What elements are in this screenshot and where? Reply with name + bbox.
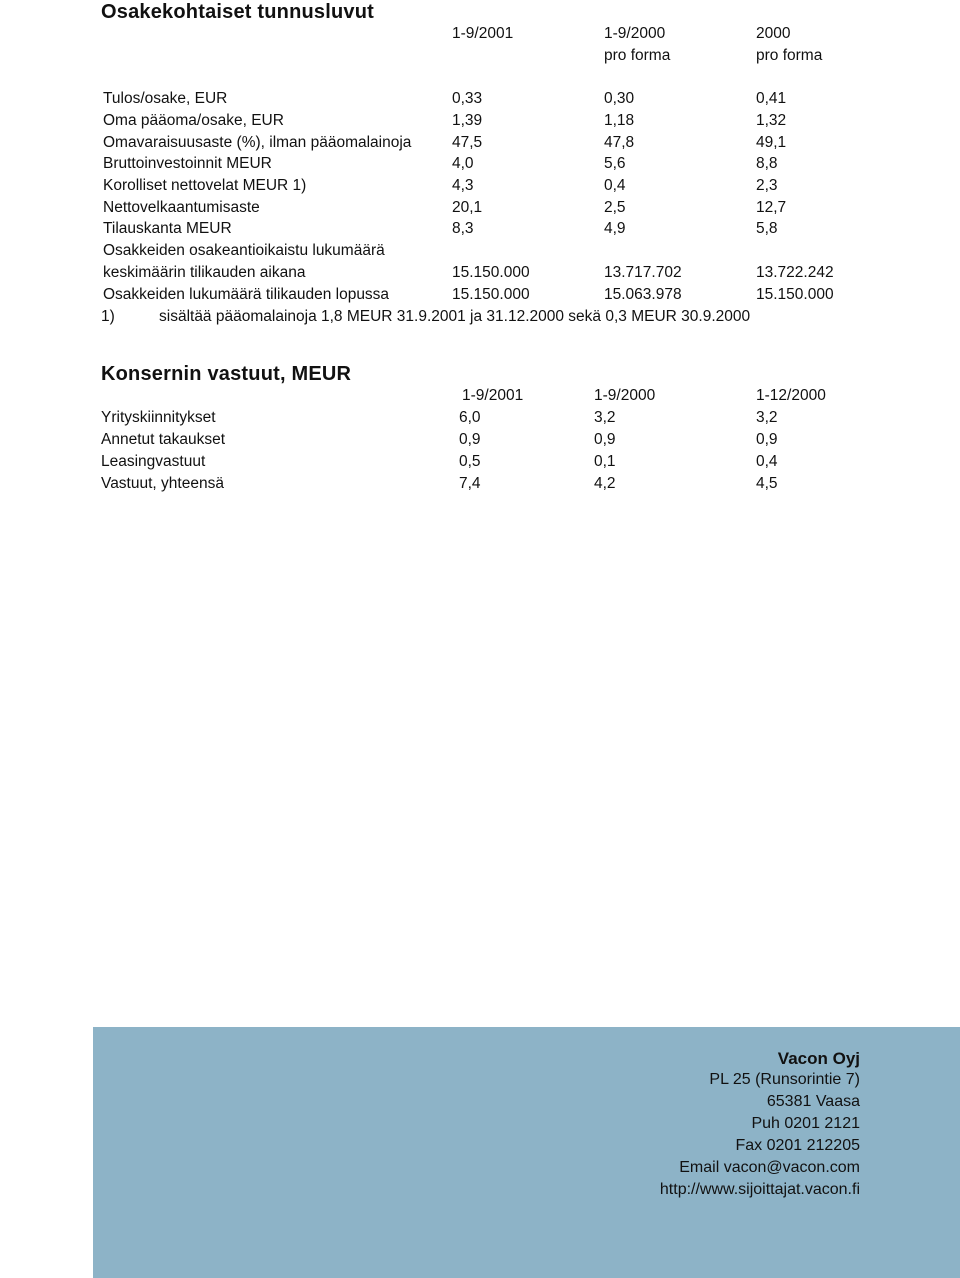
- row-value: 4,2: [594, 475, 616, 492]
- row-label: Omavaraisuusaste (%), ilman pääomalainoja: [103, 134, 412, 151]
- col-header-3: 1-12/2000: [756, 387, 826, 404]
- row-value: 8,8: [756, 155, 778, 172]
- row-value: 4,3: [452, 177, 474, 194]
- row-label: Tilauskanta MEUR: [103, 220, 232, 237]
- company-name: Vacon Oyj: [777, 1049, 860, 1068]
- company-fax: Fax 0201 212205: [735, 1137, 860, 1154]
- company-phone: Puh 0201 2121: [751, 1115, 860, 1132]
- footnote-marker: 1): [101, 308, 115, 325]
- row-value: 12,7: [756, 199, 787, 216]
- footnote-text: sisältää pääomalainoja 1,8 MEUR 31.9.2001 ja 31.12.2000 sekä 0,3 MEUR 30.9.2000: [159, 308, 751, 325]
- row-value: 0,5: [459, 453, 481, 470]
- row-label: Oma pääoma/osake, EUR: [103, 112, 284, 129]
- row-value: 3,2: [594, 409, 616, 426]
- company-postal-line: 65381 Vaasa: [766, 1093, 860, 1110]
- col-subheader-2: pro forma: [604, 47, 671, 64]
- row-value: 4,0: [452, 155, 474, 172]
- section-title-key-figures: Osakekohtaiset tunnusluvut: [101, 1, 375, 23]
- contact-footer-box: [93, 1027, 960, 1278]
- col-header-3: 2000: [756, 25, 791, 42]
- row-value: 5,6: [604, 155, 626, 172]
- row-label: Bruttoinvestoinnit MEUR: [103, 155, 272, 172]
- company-website-link[interactable]: http://www.sijoittajat.vacon.fi: [659, 1181, 860, 1198]
- row-value: 0,9: [459, 431, 481, 448]
- section-title-liabilities: Konsernin vastuut, MEUR: [101, 363, 352, 385]
- row-value: 0,4: [756, 453, 778, 470]
- col-header-1: 1-9/2001: [452, 25, 514, 42]
- row-value: 15.150.000: [452, 286, 530, 303]
- row-value: 15.150.000: [452, 264, 530, 281]
- row-value: 2,3: [756, 177, 778, 194]
- row-value: 8,3: [452, 220, 474, 237]
- row-label: Leasingvastuut: [101, 453, 206, 470]
- row-value: 6,0: [459, 409, 481, 426]
- row-label: Korolliset nettovelat MEUR 1): [103, 177, 307, 194]
- row-value: 13.722.242: [756, 264, 834, 281]
- row-label: Vastuut, yhteensä: [101, 475, 224, 492]
- col-subheader-3: pro forma: [756, 47, 823, 64]
- row-value: 4,5: [756, 475, 778, 492]
- row-value: 47,5: [452, 134, 483, 151]
- row-value: 7,4: [459, 475, 481, 492]
- row-value: 0,9: [756, 431, 778, 448]
- row-value: 0,9: [594, 431, 616, 448]
- row-label: Osakkeiden osakeantioikaistu lukumäärä: [103, 242, 385, 259]
- row-value: 4,9: [604, 220, 626, 237]
- row-value: 5,8: [756, 220, 778, 237]
- row-value: 1,18: [604, 112, 635, 129]
- row-value: 0,33: [452, 90, 483, 107]
- row-value: 1,39: [452, 112, 483, 129]
- row-value: 49,1: [756, 134, 787, 151]
- row-value: 1,32: [756, 112, 787, 129]
- row-value: 47,8: [604, 134, 635, 151]
- company-address-line: PL 25 (Runsorintie 7): [709, 1071, 860, 1088]
- row-value: 15.150.000: [756, 286, 834, 303]
- col-header-2: 1-9/2000: [594, 387, 656, 404]
- row-value: 20,1: [452, 199, 483, 216]
- col-header-2: 1-9/2000: [604, 25, 666, 42]
- row-label: Annetut takaukset: [101, 431, 226, 448]
- company-email-link[interactable]: Email vacon@vacon.com: [679, 1159, 860, 1176]
- row-value: 0,1: [594, 453, 616, 470]
- row-label: keskimäärin tilikauden aikana: [103, 264, 306, 281]
- row-value: 3,2: [756, 409, 778, 426]
- row-label: Tulos/osake, EUR: [103, 90, 228, 107]
- row-value: 15.063.978: [604, 286, 682, 303]
- row-value: 13.717.702: [604, 264, 682, 281]
- row-value: 0,41: [756, 90, 787, 107]
- row-label: Yrityskiinnitykset: [101, 409, 216, 426]
- row-value: 2,5: [604, 199, 626, 216]
- row-value: 0,4: [604, 177, 626, 194]
- row-label: Nettovelkaantumisaste: [103, 199, 260, 216]
- col-header-1: 1-9/2001: [462, 387, 524, 404]
- row-value: 0,30: [604, 90, 635, 107]
- row-label: Osakkeiden lukumäärä tilikauden lopussa: [103, 286, 390, 303]
